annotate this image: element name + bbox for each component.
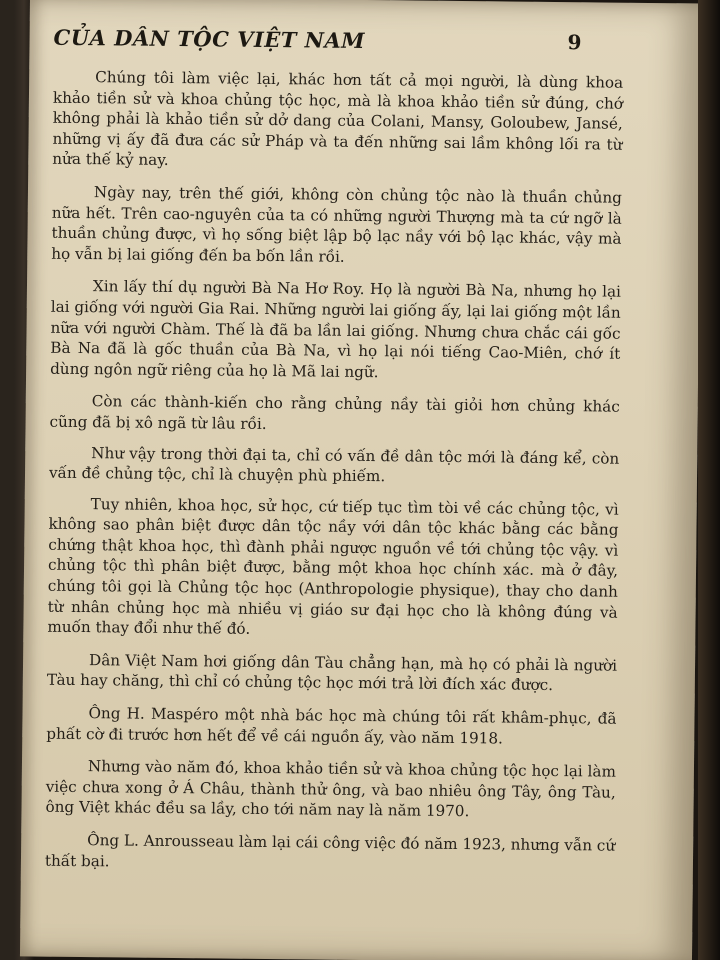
- paragraph: Ngày nay, trên thế giới, không còn chủng tộc nào là thuần chủng nữa hết. Trên cao-nguyên của ta có những người Thượng mà ta cứ ngỡ là thuần chủng được, vì họ sống biệt lập bộ lạc nầy với bộ lạc khác, vậy mà họ vẫn bị lai giống đến ba bốn lần rồi.: [51, 183, 623, 266]
- paragraph: Chúng tôi làm việc lại, khác hơn tất cả mọi người, là dùng khoa khảo tiền sử và khoa chủng tộc học, mà là khoa khảo tiền sử đúng, chớ không phải là khảo tiền sử dở dang của Colani, Mansy, Goloubew, Jansé, những vị ấy đã đưa các sử Pháp và ta đến những sai lầm không lối ra từ nửa thế kỷ nay.: [52, 68, 624, 170]
- paragraph: Xin lấy thí dụ người Bà Na Hơ Roy. Họ là người Bà Na, nhưng họ lại lai giống với người Gia Rai. Những người lai giống ấy, lại lai giống một lần nữa với người Chàm. Thế là đã ba lần lai giống. Nhưng chưa chắc cái gốc Bà Na đã là gốc thuần của Bà Na, vì họ lại nói tiếng Cao-Miên, chớ ít dùng ngôn ngữ riêng của họ là Mã lai ngữ.: [50, 277, 622, 381]
- page-edge-shadow: [698, 0, 720, 960]
- paragraph: Như vậy trong thời đại ta, chỉ có vấn đề dân tộc mới là đáng kể, còn vấn đề chủng tộc, chỉ là chuyện phù phiếm.: [48, 443, 620, 486]
- body-text: [45, 67, 624, 889]
- paragraph: Nhưng vào năm đó, khoa khảo tiền sử và khoa chủng tộc học lại làm việc chưa xong ở Á Châu, thành thử ông, và bao nhiêu ông Tây, ông Tàu, ông Việt khác đều sa lầy, cho tới năm nay là năm 1970.: [45, 757, 617, 821]
- paragraph: Còn các thành-kiến cho rằng chủng nầy tài giỏi hơn chủng khác cũng đã bị xô ngã từ lâu rồi.: [49, 392, 620, 433]
- paragraph: Dân Việt Nam hơi giống dân Tàu chẳng hạn, mà họ có phải là người Tàu hay chăng, thì chỉ có chủng tộc học mới trả lời đích xác được.: [46, 650, 618, 695]
- running-head: CỦA DÂN TỘC VIỆT NAM: [53, 24, 366, 53]
- book-page: [20, 0, 702, 960]
- paragraph: Tuy nhiên, khoa học, sử học, cứ tiếp tục tìm tòi về các chủng tộc, vì không sao phân biệt được dân tộc nầy với dân tộc khác bằng các bằng chứng thật khoa học, thì đành phải ngược nguồn về tới chủng tộc vậy. vì chủng tộc thì phân biệt được, bằng một khoa học chính xác. mà ở đây, chúng tôi gọi là Chủng tộc học (Anthropologie physique), thay cho danh từ nhân chủng học mà nhiều vị giáo sư đại học cho là không đúng và muốn thay đổi như thế đó.: [47, 494, 619, 639]
- paragraph: Ông L. Anrousseau làm lại cái công việc đó năm 1923, nhưng vẫn cứ thất bại.: [44, 831, 616, 870]
- paragraph: Ông H. Maspéro một nhà bác học mà chúng tôi rất khâm-phục, đã phất cờ đi trước hơn hết để về cái nguồn ấy, vào năm 1918.: [46, 704, 617, 748]
- page-number: 9: [567, 30, 582, 55]
